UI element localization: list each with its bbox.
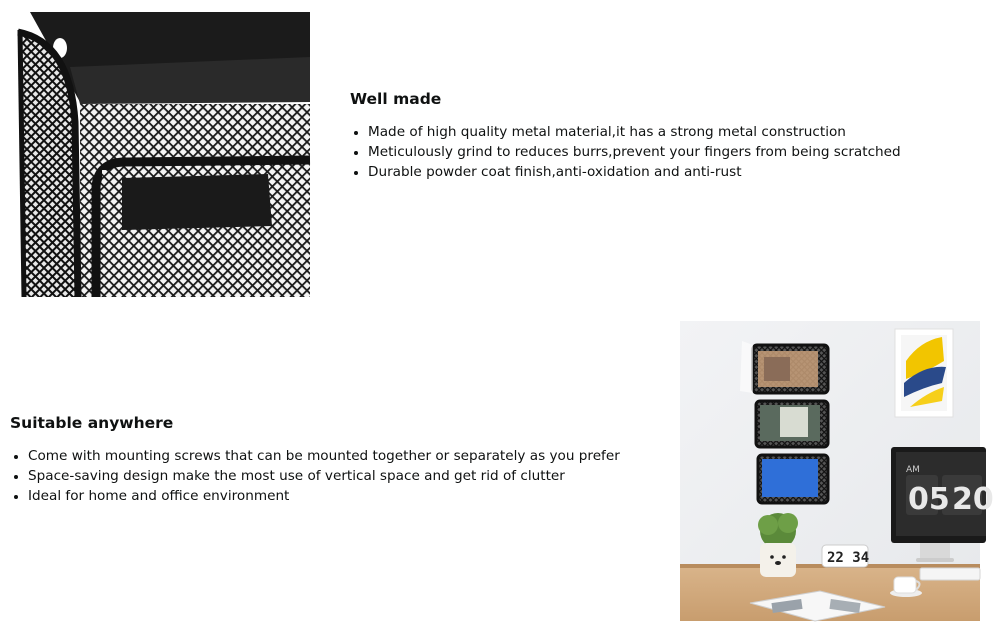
svg-text:05: 05	[908, 482, 950, 517]
feature-text-well-made	[350, 90, 970, 182]
svg-text:20: 20	[952, 482, 994, 517]
feature-bullet-list	[10, 446, 650, 506]
product-closeup-image	[10, 12, 310, 297]
feature-heading: Well made	[350, 90, 442, 108]
organizer-pocket-bottom	[758, 455, 828, 503]
organizer-pocket-middle	[756, 401, 828, 447]
feature-bullet: • Durable powder coat finish,anti-oxidation and anti-rust	[368, 162, 970, 182]
svg-text:AM: AM	[906, 465, 920, 475]
desk-clock-display: 22 34	[827, 550, 870, 566]
feature-bullet: • Made of high quality metal material,it has a strong metal construction	[368, 122, 970, 142]
feature-module-suitable-anywhere	[0, 310, 994, 634]
office-scene-illustration	[680, 321, 994, 621]
feature-bullet: • Ideal for home and office environment	[28, 486, 650, 506]
lifestyle-scene-image	[680, 321, 994, 621]
feature-bullet: • Meticulously grind to reduces burrs,prevent your fingers from being scratched	[368, 142, 970, 162]
feature-text-suitable-anywhere	[10, 414, 650, 506]
feature-bullet-list	[350, 122, 970, 182]
organizer-pocket-top	[753, 345, 828, 393]
mesh-organizer-illustration	[10, 12, 310, 297]
feature-heading: Suitable anywhere	[10, 414, 174, 432]
feature-module-well-made	[0, 0, 994, 310]
feature-bullet: • Come with mounting screws that can be mounted together or separately as you prefer	[28, 446, 650, 466]
feature-bullet: • Space-saving design make the most use of vertical space and get rid of clutter	[28, 466, 650, 486]
